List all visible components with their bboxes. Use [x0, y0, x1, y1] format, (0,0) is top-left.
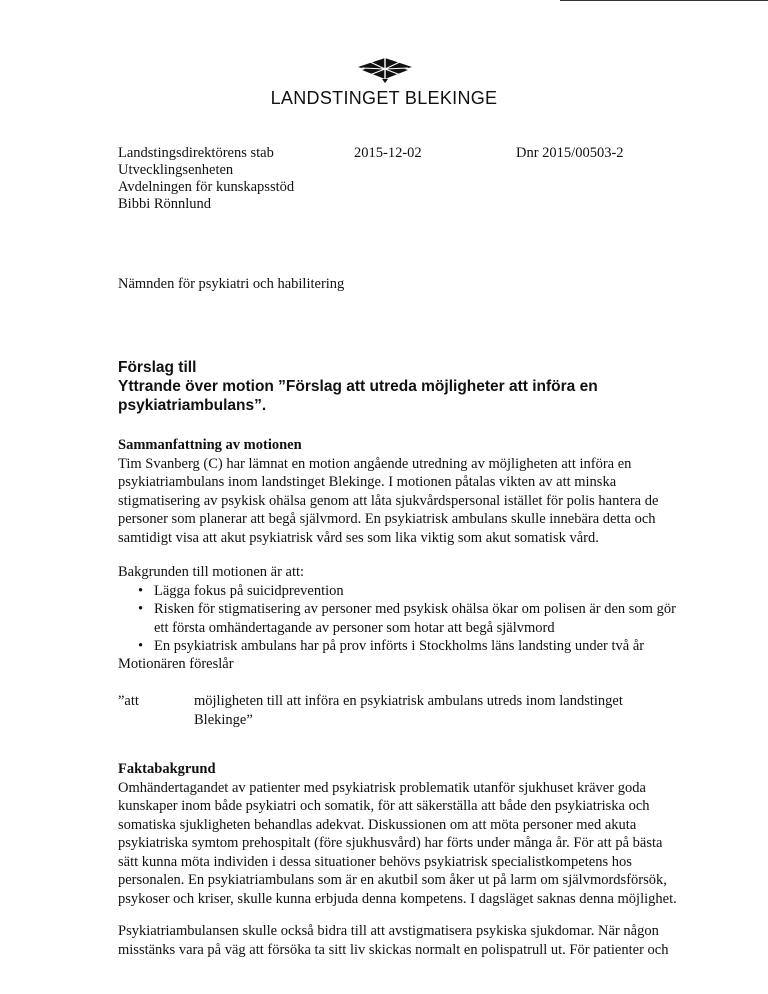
- top-rule: [560, 0, 768, 1]
- sender-line: Landstingsdirektörens stab: [118, 145, 274, 161]
- facts-heading: Faktabakgrund: [118, 761, 216, 777]
- document-date: 2015-12-02: [354, 145, 422, 161]
- list-item: • Lägga fokus på suicidprevention: [118, 582, 678, 601]
- document-title: [118, 358, 678, 415]
- recipient: Nämnden för psykiatri och habilitering: [118, 276, 345, 292]
- facts-section: [118, 760, 678, 908]
- quote-start: ”att: [118, 693, 139, 709]
- landstinget-blekinge-emblem-icon: [358, 55, 412, 83]
- document-number: Dnr 2015/00503-2: [516, 145, 624, 161]
- quote-text: möjligheten till att införa en psykiatrisk ambulans utreds inom landstinget Blekinge”: [194, 693, 623, 728]
- list-item: • En psykiatrisk ambulans har på prov införts i Stockholms läns landsting under två år: [118, 637, 678, 656]
- title-line-1: Förslag till: [118, 359, 197, 376]
- proposal-intro: Motionären föreslår: [118, 656, 234, 672]
- title-line-2: Yttrande över motion ”Förslag att utreda möjligheter att införa en psykiatriambulans”.: [118, 378, 598, 414]
- organization-name: LANDSTINGET BLEKINGE: [270, 88, 498, 108]
- sender-block: [118, 145, 294, 213]
- list-item: • Risken för stigmatisering av personer med psykisk ohälsa ökar om polisen är den som gör ett första omhändertagande av personer som hotar att begå självmord: [118, 600, 678, 637]
- facts-continuation: Psykiatriambulansen skulle också bidra till att avstigmatisera psykiska sjukdomar. När någon misstänks vara på väg att försöka ta sitt liv skickas normalt en polispatrull ut. För patienter och: [118, 923, 669, 958]
- sender-line: Avdelningen för kunskapsstöd: [118, 179, 295, 195]
- summary-text: Tim Svanberg (C) har lämnat en motion angående utredning av möjligheten att införa en psykiatriambulans inom landstinget Blekinge. I motionen påtalas vikten av att minska stigmatisering av psykisk ohälsa genom att låta sjukvårdspersonal istället för polis hantera de personer som planerar att begå självmord. En psykiatrisk ambulans skulle innebära detta och samtidigt visa att akut psykiatrisk vård ses som lika viktig som akut somatisk vård.: [118, 455, 659, 546]
- facts-text: Omhändertagandet av patienter med psykiatrisk problematik utanför sjukhuset kräver goda kunskaper inom både psykiatri och somatik, för att säkerställa att både den psykiatriska och somatiska sjukligheten behandlas adekvat. Diskussionen om att möta personer med akuta psykiatriska symtom prehospitalt (före sjukhusvård) har förts under många år. För att på bästa sätt kunna möta individen i dessa situationer behövs psykiatrisk specialistkompetens hos personalen. En psykiatriambulans som är en akutbil som åker ut på larm om självmordsförsök, psykoser och kriser, skulle kunna erbjuda denna kompetens. I dagsläget saknas denna möjlighet.: [118, 779, 677, 907]
- summary-section: [118, 436, 678, 547]
- background-intro: Bakgrunden till motionen är att:: [118, 564, 305, 580]
- background-section: [118, 563, 678, 656]
- background-list: [118, 582, 678, 656]
- sender-line: Bibbi Rönnlund: [118, 196, 212, 212]
- sender-line: Utvecklingsenheten: [118, 162, 234, 178]
- summary-heading: Sammanfattning av motionen: [118, 437, 302, 453]
